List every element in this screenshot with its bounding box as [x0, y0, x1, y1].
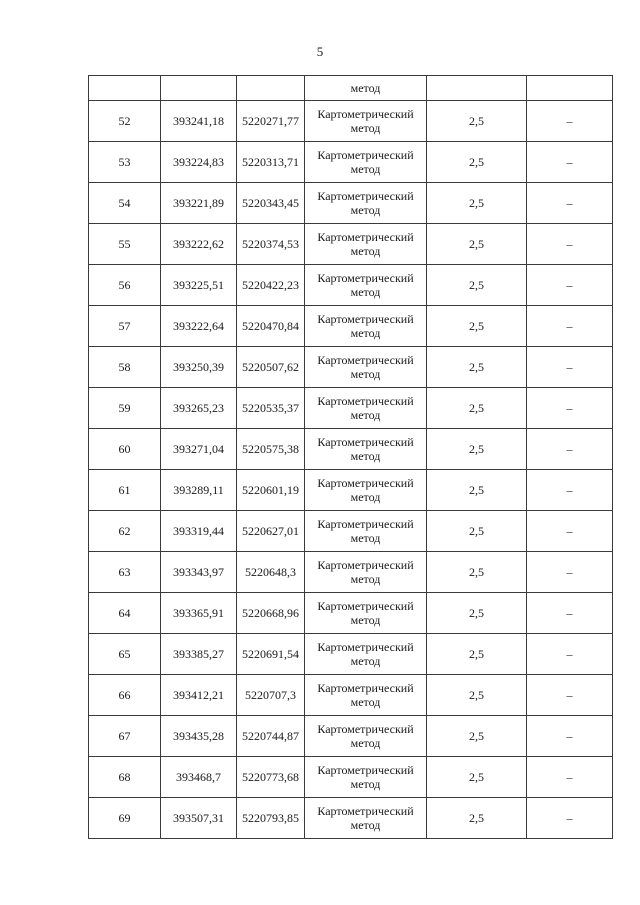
- cell-description: –: [527, 347, 613, 388]
- cell-point-number: [89, 76, 161, 101]
- cell-x-coordinate: 393468,7: [161, 757, 237, 798]
- cell-accuracy: 2,5: [427, 183, 527, 224]
- cell-method: Картометрический метод: [305, 142, 427, 183]
- table-row: [89, 429, 613, 470]
- cell-x-coordinate: 393225,51: [161, 265, 237, 306]
- cell-accuracy: 2,5: [427, 347, 527, 388]
- cell-method: Картометрический метод: [305, 757, 427, 798]
- cell-y-coordinate: 5220374,53: [237, 224, 305, 265]
- cell-accuracy: 2,5: [427, 101, 527, 142]
- cell-accuracy: 2,5: [427, 552, 527, 593]
- table-row: [89, 347, 613, 388]
- table-row: [89, 101, 613, 142]
- cell-y-coordinate: 5220744,87: [237, 716, 305, 757]
- table-row: [89, 716, 613, 757]
- table-row: [89, 142, 613, 183]
- cell-x-coordinate: 393250,39: [161, 347, 237, 388]
- table-row: [89, 265, 613, 306]
- cell-y-coordinate: 5220507,62: [237, 347, 305, 388]
- cell-description: –: [527, 716, 613, 757]
- cell-x-coordinate: 393222,62: [161, 224, 237, 265]
- cell-accuracy: 2,5: [427, 634, 527, 675]
- cell-x-coordinate: 393221,89: [161, 183, 237, 224]
- cell-point-number: 68: [89, 757, 161, 798]
- cell-point-number: 60: [89, 429, 161, 470]
- cell-method: Картометрический метод: [305, 470, 427, 511]
- cell-point-number: 54: [89, 183, 161, 224]
- cell-x-coordinate: 393412,21: [161, 675, 237, 716]
- cell-point-number: 63: [89, 552, 161, 593]
- table-row: [89, 675, 613, 716]
- cell-x-coordinate: 393222,64: [161, 306, 237, 347]
- table-row: [89, 593, 613, 634]
- cell-accuracy: [427, 76, 527, 101]
- cell-method: Картометрический метод: [305, 716, 427, 757]
- cell-description: –: [527, 306, 613, 347]
- cell-point-number: 57: [89, 306, 161, 347]
- table-row: [89, 552, 613, 593]
- cell-y-coordinate: [237, 76, 305, 101]
- cell-method: Картометрический метод: [305, 511, 427, 552]
- cell-point-number: 56: [89, 265, 161, 306]
- cell-accuracy: 2,5: [427, 142, 527, 183]
- cell-x-coordinate: 393365,91: [161, 593, 237, 634]
- table-row: [89, 757, 613, 798]
- table-row: [89, 224, 613, 265]
- cell-x-coordinate: 393435,28: [161, 716, 237, 757]
- cell-point-number: 69: [89, 798, 161, 839]
- cell-point-number: 62: [89, 511, 161, 552]
- cell-point-number: 65: [89, 634, 161, 675]
- cell-y-coordinate: 5220793,85: [237, 798, 305, 839]
- cell-y-coordinate: 5220601,19: [237, 470, 305, 511]
- cell-point-number: 59: [89, 388, 161, 429]
- cell-y-coordinate: 5220691,54: [237, 634, 305, 675]
- table-row: [89, 511, 613, 552]
- cell-method: Картометрический метод: [305, 675, 427, 716]
- cell-method: Картометрический метод: [305, 593, 427, 634]
- cell-accuracy: 2,5: [427, 593, 527, 634]
- cell-y-coordinate: 5220627,01: [237, 511, 305, 552]
- cell-x-coordinate: 393343,97: [161, 552, 237, 593]
- cell-method: Картометрический метод: [305, 101, 427, 142]
- cell-description: –: [527, 470, 613, 511]
- cell-description: [527, 76, 613, 101]
- cell-accuracy: 2,5: [427, 757, 527, 798]
- cell-accuracy: 2,5: [427, 511, 527, 552]
- cell-y-coordinate: 5220313,71: [237, 142, 305, 183]
- cell-x-coordinate: 393265,23: [161, 388, 237, 429]
- table-row: [89, 470, 613, 511]
- cell-x-coordinate: 393224,83: [161, 142, 237, 183]
- cell-x-coordinate: [161, 76, 237, 101]
- cell-accuracy: 2,5: [427, 388, 527, 429]
- cell-description: –: [527, 552, 613, 593]
- table-row: [89, 634, 613, 675]
- cell-description: –: [527, 429, 613, 470]
- cell-y-coordinate: 5220668,96: [237, 593, 305, 634]
- cell-x-coordinate: 393289,11: [161, 470, 237, 511]
- cell-description: –: [527, 511, 613, 552]
- cell-point-number: 66: [89, 675, 161, 716]
- cell-accuracy: 2,5: [427, 306, 527, 347]
- cell-method: Картометрический метод: [305, 429, 427, 470]
- cell-description: –: [527, 224, 613, 265]
- cell-point-number: 55: [89, 224, 161, 265]
- cell-method: метод: [305, 76, 427, 101]
- table-row: [89, 306, 613, 347]
- cell-accuracy: 2,5: [427, 798, 527, 839]
- cell-method: Картометрический метод: [305, 183, 427, 224]
- cell-point-number: 58: [89, 347, 161, 388]
- cell-x-coordinate: 393319,44: [161, 511, 237, 552]
- cell-accuracy: 2,5: [427, 265, 527, 306]
- cell-x-coordinate: 393507,31: [161, 798, 237, 839]
- cell-method: Картометрический метод: [305, 798, 427, 839]
- cell-y-coordinate: 5220343,45: [237, 183, 305, 224]
- cell-y-coordinate: 5220422,23: [237, 265, 305, 306]
- cell-point-number: 53: [89, 142, 161, 183]
- cell-x-coordinate: 393241,18: [161, 101, 237, 142]
- cell-accuracy: 2,5: [427, 429, 527, 470]
- cell-description: –: [527, 798, 613, 839]
- cell-y-coordinate: 5220575,38: [237, 429, 305, 470]
- cell-method: Картометрический метод: [305, 265, 427, 306]
- cell-method: Картометрический метод: [305, 224, 427, 265]
- cell-accuracy: 2,5: [427, 470, 527, 511]
- cell-accuracy: 2,5: [427, 224, 527, 265]
- cell-point-number: 52: [89, 101, 161, 142]
- table-row-continuation: [89, 76, 613, 101]
- cell-y-coordinate: 5220271,77: [237, 101, 305, 142]
- cell-accuracy: 2,5: [427, 675, 527, 716]
- cell-y-coordinate: 5220470,84: [237, 306, 305, 347]
- table-row: [89, 388, 613, 429]
- table-row: [89, 183, 613, 224]
- cell-description: –: [527, 142, 613, 183]
- cell-description: –: [527, 634, 613, 675]
- table-row: [89, 798, 613, 839]
- cell-accuracy: 2,5: [427, 716, 527, 757]
- cell-method: Картометрический метод: [305, 388, 427, 429]
- cell-y-coordinate: 5220648,3: [237, 552, 305, 593]
- cell-method: Картометрический метод: [305, 347, 427, 388]
- cell-description: –: [527, 183, 613, 224]
- cell-method: Картометрический метод: [305, 306, 427, 347]
- cell-method: Картометрический метод: [305, 552, 427, 593]
- cell-x-coordinate: 393271,04: [161, 429, 237, 470]
- cell-description: –: [527, 593, 613, 634]
- cell-point-number: 67: [89, 716, 161, 757]
- cell-y-coordinate: 5220535,37: [237, 388, 305, 429]
- cell-y-coordinate: 5220707,3: [237, 675, 305, 716]
- page-number: 5: [316, 44, 324, 59]
- cell-method: Картометрический метод: [305, 634, 427, 675]
- coordinates-table: [88, 75, 613, 839]
- cell-description: –: [527, 388, 613, 429]
- cell-point-number: 64: [89, 593, 161, 634]
- table-body: [89, 76, 613, 839]
- cell-point-number: 61: [89, 470, 161, 511]
- cell-x-coordinate: 393385,27: [161, 634, 237, 675]
- cell-description: –: [527, 101, 613, 142]
- cell-y-coordinate: 5220773,68: [237, 757, 305, 798]
- cell-description: –: [527, 265, 613, 306]
- cell-description: –: [527, 757, 613, 798]
- cell-description: –: [527, 675, 613, 716]
